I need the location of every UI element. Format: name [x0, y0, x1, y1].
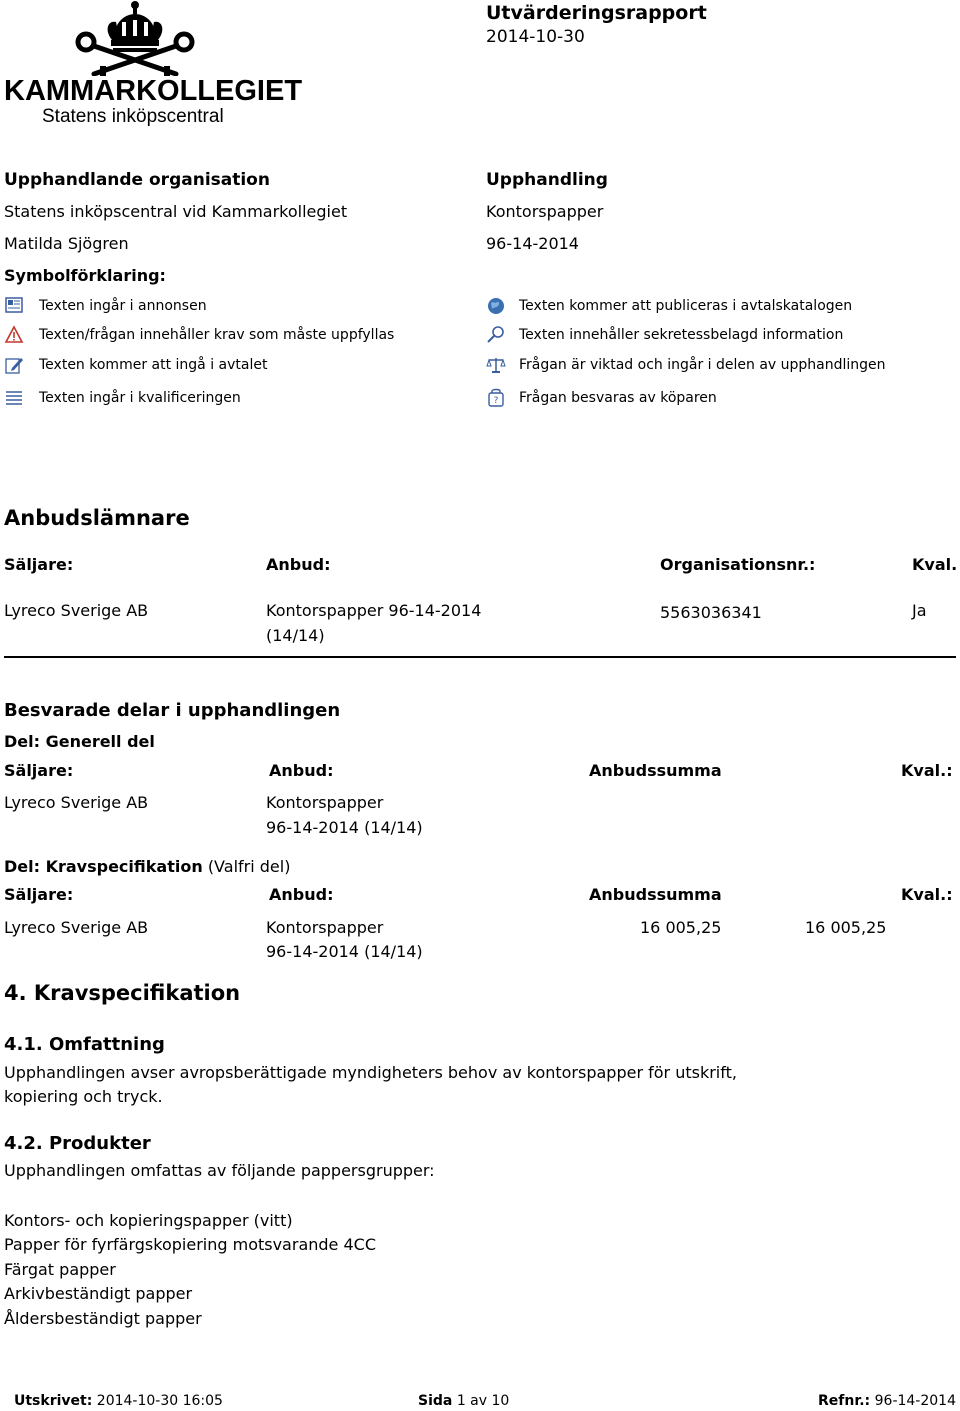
- part2-bid-line2: 96-14-2014 (14/14): [266, 942, 423, 961]
- paper-group-item: Färgat papper: [4, 1260, 116, 1279]
- footer-page-value: 1 av 10: [456, 1393, 510, 1409]
- legend-left-3: Texten ingår i kvalificeringen: [39, 390, 241, 406]
- part2-col-sum: Anbudssumma: [589, 885, 722, 904]
- part1-bid-line2: 96-14-2014 (14/14): [266, 818, 423, 837]
- procurement-ref: 96-14-2014: [486, 234, 579, 253]
- bidders-heading: Anbudslämnare: [4, 506, 190, 530]
- part1-seller: Lyreco Sverige AB: [4, 793, 149, 812]
- annons-icon: [4, 296, 24, 316]
- bidder-seller: Lyreco Sverige AB: [4, 601, 149, 620]
- warning-icon: [4, 325, 24, 345]
- footer-ref-label: Refnr.:: [818, 1393, 871, 1409]
- bidders-divider: [4, 656, 956, 658]
- part1-col-sum: Anbudssumma: [589, 761, 722, 780]
- bidders-col-bid: Anbud:: [266, 555, 331, 574]
- part1-col-bid: Anbud:: [269, 761, 334, 780]
- section42-intro: Upphandlingen omfattas av följande pappersgrupper:: [4, 1161, 435, 1180]
- legend-right-3: Frågan besvaras av köparen: [519, 390, 717, 406]
- logo-secondary: Statens inköpscentral: [42, 106, 224, 127]
- paper-group-item: Kontors- och kopieringspapper (vitt): [4, 1211, 293, 1230]
- paper-group-item: Papper för fyrfärgskopiering motsvarande 4CC: [4, 1235, 376, 1254]
- legend-left-1: Texten/frågan innehåller krav som måste uppfyllas: [39, 327, 395, 343]
- scale-icon: [486, 355, 506, 375]
- paper-group-item: Arkivbeständigt papper: [4, 1284, 193, 1303]
- bidder-orgnr: 5563036341: [660, 603, 762, 622]
- section41-line1: Upphandlingen avser avropsberättigade myndigheters behov av kontorspapper för utskrift,: [4, 1063, 737, 1082]
- bidders-col-orgnr: Organisationsnr.:: [660, 555, 816, 574]
- svg-text:?: ?: [493, 396, 499, 406]
- part2-bid-line1: Kontorspapper: [266, 918, 384, 937]
- bidders-col-kval: Kval.: [912, 555, 958, 574]
- org-contact: Matilda Sjögren: [4, 234, 129, 253]
- logo-primary: KAMMARKOLLEGIET: [4, 75, 303, 107]
- bidder-kval: Ja: [912, 601, 927, 620]
- section4-heading: 4. Kravspecifikation: [4, 981, 241, 1005]
- part2-seller: Lyreco Sverige AB: [4, 918, 149, 937]
- report-title: Utvärderingsrapport: [486, 2, 707, 24]
- part1-label: Del: Generell del: [4, 732, 155, 751]
- paper-group-item: Åldersbeständigt papper: [4, 1309, 202, 1328]
- answered-heading: Besvarade delar i upphandlingen: [4, 700, 341, 721]
- part2-sum2: 16 005,25: [805, 918, 887, 937]
- part1-col-seller: Säljare:: [4, 761, 74, 780]
- part2-label-normal: (Valfri del): [207, 857, 291, 876]
- legend-right-0: Texten kommer att publiceras i avtalskatalogen: [519, 298, 853, 314]
- footer-ref-value: 96-14-2014: [874, 1393, 956, 1409]
- list-icon: [4, 388, 24, 408]
- magnifier-icon: [486, 325, 506, 345]
- part2-sum1: 16 005,25: [640, 918, 722, 937]
- globe-icon: [486, 296, 506, 316]
- legend-right-1: Texten innehåller sekretessbelagd information: [519, 327, 844, 343]
- part1-col-kval: Kval.:: [901, 761, 953, 780]
- legend-left-2: Texten kommer att ingå i avtalet: [39, 357, 268, 373]
- footer-page: [418, 1393, 509, 1409]
- legend-left-0: Texten ingår i annonsen: [39, 298, 207, 314]
- part2-col-seller: Säljare:: [4, 885, 74, 904]
- procurement-name: Kontorspapper: [486, 202, 604, 221]
- legend-heading: Symbolförklaring:: [4, 266, 166, 285]
- part2-col-bid: Anbud:: [269, 885, 334, 904]
- legend-right-2: Frågan är viktad och ingår i delen av upphandlingen: [519, 357, 886, 373]
- section41-line2: kopiering och tryck.: [4, 1087, 163, 1106]
- footer-printed: [14, 1393, 223, 1409]
- footer-ref: [818, 1393, 956, 1409]
- part2-label: [4, 857, 290, 876]
- org-heading: Upphandlande organisation: [4, 170, 270, 190]
- footer-page-label: Sida: [418, 1393, 453, 1409]
- pencil-icon: [4, 355, 24, 375]
- footer-printed-label: Utskrivet:: [14, 1393, 93, 1409]
- crown-keys-emblem: [4, 0, 266, 76]
- bidders-col-seller: Säljare:: [4, 555, 74, 574]
- part1-bid-line1: Kontorspapper: [266, 793, 384, 812]
- bidder-bid-line2: (14/14): [266, 626, 325, 645]
- section42-heading: 4.2. Produkter: [4, 1133, 151, 1154]
- bidder-bid-line1: Kontorspapper 96-14-2014: [266, 601, 482, 620]
- footer-printed-value: 2014-10-30 16:05: [96, 1393, 223, 1409]
- logo: [4, 0, 303, 132]
- procurement-heading: Upphandling: [486, 170, 608, 190]
- org-name: Statens inköpscentral vid Kammarkollegiet: [4, 202, 348, 221]
- report-date: 2014-10-30: [486, 27, 585, 47]
- question-icon: [486, 388, 506, 408]
- part2-col-kval: Kval.:: [901, 885, 953, 904]
- part2-label-bold: Del: Kravspecifikation: [4, 857, 203, 876]
- section41-heading: 4.1. Omfattning: [4, 1034, 165, 1055]
